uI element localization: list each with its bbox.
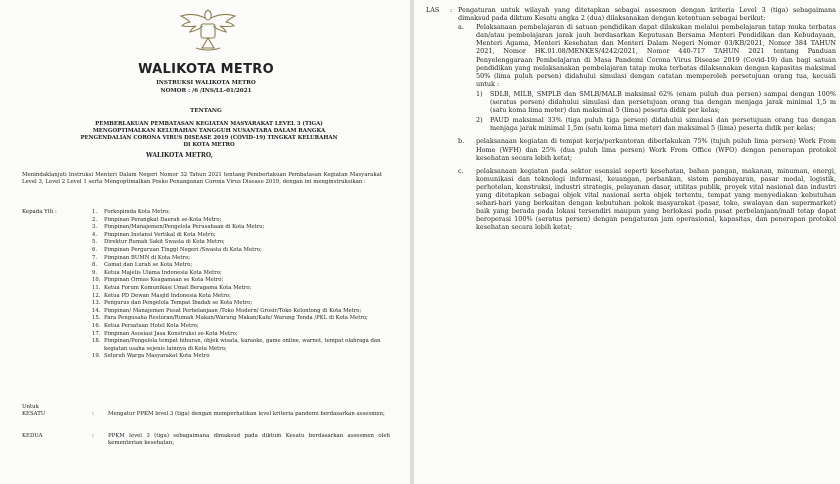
recipient-item	[92, 285, 392, 293]
recipient-item	[92, 232, 392, 240]
recipient-number: 10.	[92, 277, 101, 284]
recipient-number: 8.	[92, 262, 98, 269]
recipient-number: 15.	[92, 315, 101, 322]
recipient-text: Ketua Persatuan Hotel Kota Metro;	[104, 322, 199, 329]
recipient-item	[92, 293, 392, 301]
item-a1	[476, 90, 836, 114]
recipient-number: 6.	[92, 246, 98, 253]
left-document-page	[0, 0, 412, 484]
recipient-item	[92, 255, 392, 263]
recipient-item	[92, 239, 392, 247]
item-b-marker: b.	[458, 137, 465, 146]
recipient-text: Ketua Forum Komunikasi Umat Beragama Kota Metro;	[104, 284, 252, 291]
recipient-item	[92, 277, 392, 285]
recipient-text: Ketua Majelis Ulama Indonesia Kota Metro;	[104, 269, 222, 276]
garuda-emblem-icon	[178, 4, 238, 54]
recipient-text: Pimpinan/Pengelola tempat hiburan, objek wisata, karaoke, game online, warnet, tempat olahraga dan kegiatan usaha sejenis lainnya di Kota Metro;	[104, 338, 381, 352]
las-label: LAS	[426, 6, 440, 14]
recipient-number: 18.	[92, 338, 101, 345]
item-c-text: pelaksanaan kegiatan pada sektor esensial seperti kesehatan, bahan pangan, makanan, minuman, energi, komunikasi dan teknologi informasi, keuangan, perbankan, sistem pembayaran, pasar modal, logistik, perhotelan, konstruksi, industri strategis, pelayanan dasar, utilitas publik, proyek vital nasional dan industri yang ditetapkan sebagai objek vital nasional serta objek tertentu, tempat yang menyediakan kebutuhan sehari-hari yang berkaitan dengan kebutuhan pokok masyarakat (pasar, toko, swalayan dan supermarket) baik yang berada pada lokasi tersendiri maupun yang berlokasi pada pusat perbelanjaan/mall tetap dapat beroperasi 100% (seratus persen) dengan pengaturan jam operasional, kapasitas, dan penerapan protokol kesehatan secara lebih ketat;	[476, 166, 836, 232]
recipient-text: Pimpinan Instansi Vertikal di Kota Metro;	[104, 231, 216, 238]
recipient-text: Pimpinan BUMN di Kota Metro;	[104, 254, 191, 261]
item-a-marker: a.	[458, 23, 464, 32]
recipient-number: 11.	[92, 284, 101, 291]
kesatu-colon: :	[92, 411, 94, 417]
kesatu-text: Mengatur PPKM level 3 (tiga) dengan memperhatikan level kriteria pandemi berdasarkan assesmen;	[108, 411, 385, 417]
kesatu-label: KESATU	[22, 411, 46, 417]
instruction-heading: INSTRUKSI WALIKOTA METRO	[156, 80, 256, 86]
recipient-text: Pimpinan/Manajemen/Pengelola Perusahaan di Kota Metro;	[104, 224, 265, 231]
recipient-number: 7.	[92, 254, 98, 261]
recipient-item	[92, 262, 392, 270]
kedua-colon: :	[92, 433, 94, 439]
recipient-item	[92, 315, 392, 323]
recipient-text: Pimpinan Ormas Keagamaan se Kota Metro;	[104, 277, 224, 284]
right-body	[458, 6, 836, 231]
recipients-list	[92, 209, 392, 361]
instruction-subject: PEMBERLAKUAN PEMBATASAN KEGIATAN MASYARAKAT LEVEL 3 (TIGA) MENGOPTIMALKAN KELURAHAN TANGGUH NUSANTARA DALAM RANGKA PENGENDALIAN CORONA VIRUS DISEASE 2019 (COVID-19) TINGKAT KELURAHAN DI KOTA METRO	[80, 121, 338, 148]
recipient-text: Pimpinan/ Manajemen Pusat Perbelanjaan /Toko Modern/ Grosir/Toko Kelontong di Kota Metro;	[104, 307, 362, 314]
recipient-number: 9.	[92, 269, 98, 276]
recipient-item	[92, 323, 392, 331]
recipient-number: 16.	[92, 322, 101, 329]
recipient-text: Pimpinan Asosiasi Jasa Konstruksi se-Kota Metro;	[104, 330, 238, 337]
item-c	[458, 167, 836, 232]
recipient-number: 3.	[92, 224, 98, 231]
recipient-item	[92, 209, 392, 217]
recipient-number: 4.	[92, 231, 98, 238]
instruction-number: NOMOR : /6 /INS/LL-01/2021	[160, 88, 252, 94]
item-a2-text: PAUD maksimal 33% (tiga puluh tiga persen) didahului simulasi dan persetujuan orang tua dengan menjaga jarak minimal 1,5m (satu koma lima meter) dan maksimal 5 (lima) peserta didik per kelas;	[490, 116, 836, 133]
kedua-label: KEDUA	[22, 433, 43, 439]
recipient-item	[92, 224, 392, 232]
item-a	[458, 23, 836, 88]
recipient-text: Camat dan Lurah se Kota Metro;	[104, 262, 193, 269]
recipient-number: 2.	[92, 216, 98, 223]
document-title: WALIKOTA METRO	[138, 62, 274, 77]
untuk-label: Untuk	[22, 404, 39, 410]
recipient-item	[92, 331, 392, 339]
recipient-text: Seluruh Warga Masyarakat Kota Metro	[104, 353, 210, 360]
item-a1-text: SDLB, MILB, SMPLB dan SMLB/MALB maksimal 62% (enam puluh dua persen) sampai dengan 100% (seratus persen) didahului simulasi dan persetujuan orang tua dengan menjaga jarak minimal 1,5 m (satu koma lima meter) dan maksimal 5 (lima) peserta didik per kelas;	[490, 89, 836, 115]
recipients-label: Kepada Yth :	[22, 209, 57, 215]
recipient-item	[92, 270, 392, 278]
recipient-item	[92, 338, 392, 353]
las-colon: :	[450, 6, 453, 14]
item-c-marker: c.	[458, 166, 464, 175]
recipient-item	[92, 308, 392, 316]
item-a2-marker: 2)	[476, 116, 483, 125]
recipient-text: Pengurus dan Pengelola Tempat Ibadah se Kota Metro;	[104, 300, 253, 307]
recipient-number: 13.	[92, 300, 101, 307]
recipient-text: Pimpinan Perangkat Daerah se-Kota Metro;	[104, 216, 222, 223]
right-document-page	[414, 0, 840, 484]
recipient-number: 5.	[92, 239, 98, 246]
recipient-number: 17.	[92, 330, 101, 337]
item-a1-marker: 1)	[476, 89, 483, 98]
recipient-item	[92, 217, 392, 225]
recipient-text: Ketua PD Dewan Masjid Indonesia Kota Metro;	[104, 292, 231, 299]
intro-paragraph: Menindaklanjuti Instruksi Menteri Dalam Negeri Nomor 32 Tahun 2021 tentang Pemberlakuan Pembatasan Kegiatan Masyarakat Level 3, Level 2 Level 1 serta Mengoptimalkan Posko Penanganan Corona Virus Disease 2019, dengan ini menginstruksikan :	[22, 172, 382, 185]
item-a2	[476, 116, 836, 132]
recipient-item	[92, 353, 392, 361]
las-intro: Pengaturan untuk wilayah yang ditetapkan sebagai assesmen dengan kriteria Level 3 (tiga) sebagaimana dimaksud pada diktum Kesatu angka 2 (dua) dilaksanakan dengan ketentuan sebagai berikut:	[458, 6, 836, 23]
recipient-number: 14.	[92, 307, 101, 314]
recipient-item	[92, 247, 392, 255]
item-b-text: pelaksanaan kegiatan di tempat kerja/perkantoran diberlakukan 75% (tujuh puluh lima persen) Work From Home (WFH) dan 25% (dua puluh lima persen) Work From Office (WFO) dengan penerapan protokol kesehatan secara lebih ketat;	[476, 137, 836, 162]
recipient-number: 1.	[92, 209, 98, 215]
recipient-text: Forkopimda Kota Metro;	[104, 209, 171, 215]
recipient-text: Para Pengusaha Restoran/Rumah Makan/Warung Makan/Kafe/ Warung Tenda /PKL di Kota Metro;	[104, 315, 368, 322]
recipient-number: 12.	[92, 292, 101, 299]
kedua-text: PPKM level 3 (tiga) sebagaimana dimaksud pada diktum Kesatu berdasarkan assesmen oleh kementerian kesehatan;	[108, 433, 390, 446]
recipient-number: 19.	[92, 353, 101, 360]
item-a-text: Pelaksanaan pembelajaran di satuan pendidikan dapat dilakukan melalui pembelajaran tatap muka terbatas dan/atau pembelajaran jarak jauh berdasarkan Keputusan Bersama Menteri Pendidikan dan Kebudayaan, Menteri Agama, Menteri Kesehatan dan Menteri Dalam Negeri Nomor 03/KB/2021, Nomor 384 TAHUN 2021, Nomor HK.01.08/MENKES/4242/2021, Nomor 440-717 TAHUN 2021 tentang Panduan Penyelenggaraan Pembelajaran di Masa Pandemi Corona Virus Disease 2019 (Covid-19) dan bagi satuan pendidikan yang melaksanakan pembelajaran tatap muka terbatas dilaksanakan dengan kapasitas maksimal 50% (lima puluh persen) didahului simulasi dengan catatan memperoleh persetujuan orang tua, kecuali untuk :	[476, 23, 836, 88]
recipient-item	[92, 300, 392, 308]
tentang-heading: TENTANG	[190, 108, 222, 114]
recipient-text: Pimpinan Perguruan Tinggi Negeri /Swasta di Kota Metro;	[104, 246, 262, 253]
mayor-heading: WALIKOTA METRO,	[146, 152, 213, 159]
item-b	[458, 137, 836, 161]
recipient-text: Direktur Rumah Sakit Swasta di Kota Metro;	[104, 239, 225, 246]
